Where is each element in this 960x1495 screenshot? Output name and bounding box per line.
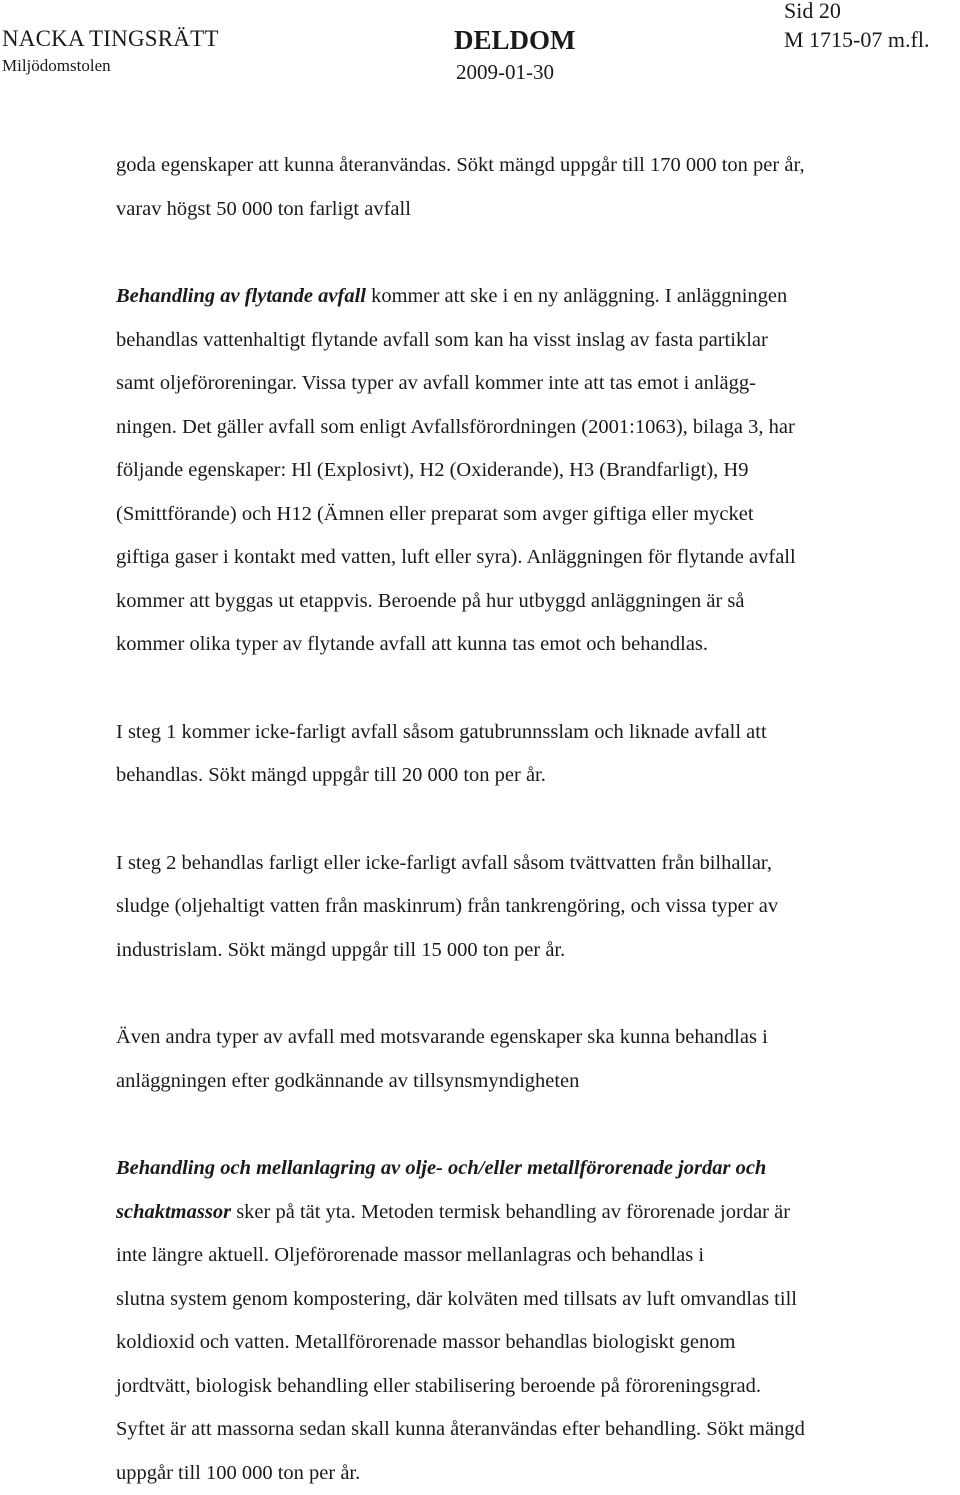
text-line: uppgår till 100 000 ton per år. (116, 1452, 956, 1495)
text-line: slutna system genom kompostering, där kolväten med tillsats av luft omvandlas till (116, 1278, 956, 1322)
text-line: behandlas vattenhaltigt flytande avfall som kan ha visst inslag av fasta partiklar (116, 319, 956, 363)
text-line (116, 1147, 956, 1191)
text-line: koldioxid och vatten. Metallförorenade massor behandlas biologiskt genom (116, 1321, 956, 1365)
text-run: kommer att ske i en ny anläggning. I anläggningen (366, 285, 787, 307)
text-line: ningen. Det gäller avfall som enligt Avfallsförordningen (2001:1063), bilaga 3, har (116, 406, 956, 450)
section-heading-liquid-waste: Behandling av flytande avfall (116, 285, 366, 307)
court-division: Miljödomstolen (2, 56, 111, 76)
text-line: anläggningen efter godkännande av tillsynsmyndigheten (116, 1060, 956, 1104)
text-line: följande egenskaper: Hl (Explosivt), H2 (Oxiderande), H3 (Brandfarligt), H9 (116, 449, 956, 493)
paragraph-continuation (116, 144, 956, 231)
text-line: giftiga gaser i kontakt med vatten, luft eller syra). Anläggningen för flytande avfall (116, 536, 956, 580)
text-line: Även andra typer av avfall med motsvarande egenskaper ska kunna behandlas i (116, 1016, 956, 1060)
paragraph-step-2 (116, 842, 956, 973)
section-heading-contaminated-soil-cont: schaktmassor (116, 1201, 231, 1223)
text-line: (Smittförande) och H12 (Ämnen eller preparat som avger giftiga eller mycket (116, 493, 956, 537)
document-body (116, 144, 956, 1495)
paragraph-step-1 (116, 711, 956, 798)
text-line: jordtvätt, biologisk behandling eller stabilisering beroende på föroreningsgrad. (116, 1365, 956, 1409)
text-line: samt oljeföroreningar. Vissa typer av avfall kommer inte att tas emot i anlägg- (116, 362, 956, 406)
page-header (0, 0, 960, 100)
text-line: kommer att byggas ut etappvis. Beroende på hur utbyggd anläggningen är så (116, 580, 956, 624)
text-line: inte längre aktuell. Oljeförorenade massor mellanlagras och behandlas i (116, 1234, 956, 1278)
text-line: sludge (oljehaltigt vatten från maskinrum) från tankrengöring, och vissa typer av (116, 885, 956, 929)
text-line: Syftet är att massorna sedan skall kunna återanvändas efter behandling. Sökt mängd (116, 1408, 956, 1452)
paragraph-contaminated-soil (116, 1147, 956, 1495)
text-line (116, 1191, 956, 1235)
court-name: NACKA TINGSRÄTT (2, 26, 219, 52)
text-line: I steg 1 kommer icke-farligt avfall såsom gatubrunnsslam och liknade avfall att (116, 711, 956, 755)
document-date: 2009-01-30 (456, 60, 554, 85)
document-type: DELDOM (454, 25, 576, 56)
section-heading-contaminated-soil: Behandling och mellanlagring av olje- och/eller metallförorenade jordar och (116, 1157, 766, 1179)
text-line: I steg 2 behandlas farligt eller icke-farligt avfall såsom tvättvatten från bilhallar, (116, 842, 956, 886)
paragraph-other-waste (116, 1016, 956, 1103)
text-run: sker på tät yta. Metoden termisk behandling av förorenade jordar är (231, 1201, 790, 1223)
case-number: M 1715-07 m.fl. (784, 27, 929, 53)
text-line: behandlas. Sökt mängd uppgår till 20 000 ton per år. (116, 754, 956, 798)
text-line: varav högst 50 000 ton farligt avfall (116, 188, 956, 232)
text-line (116, 275, 956, 319)
paragraph-liquid-waste (116, 275, 956, 667)
text-line: kommer olika typer av flytande avfall att kunna tas emot och behandlas. (116, 623, 956, 667)
page-number: Sid 20 (784, 0, 841, 24)
text-line: industrislam. Sökt mängd uppgår till 15 000 ton per år. (116, 929, 956, 973)
text-line: goda egenskaper att kunna återanvändas. Sökt mängd uppgår till 170 000 ton per år, (116, 144, 956, 188)
